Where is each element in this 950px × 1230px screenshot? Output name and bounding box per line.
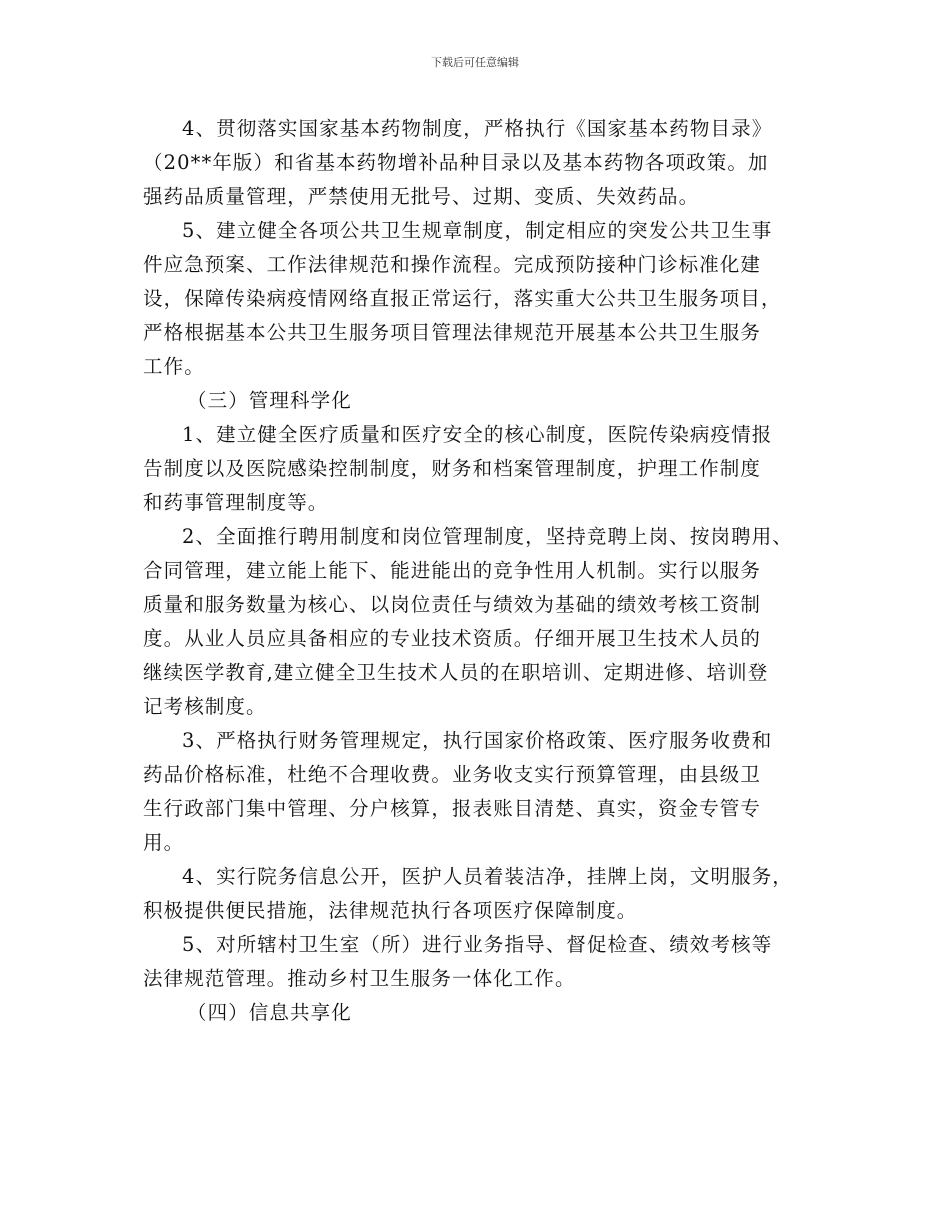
document-body (143, 112, 813, 1030)
text-line: 度。从业人员应具备相应的专业技术资质。仔细开展卫生技术人员的 (143, 627, 762, 650)
text-line: 强药品质量管理，严禁使用无批号、过期、变质、失效药品。 (143, 185, 700, 208)
text-line: 5、对所辖村卫生室（所）进行业务指导、督促检查、绩效考核等 (182, 933, 773, 956)
text-line: 用。 (143, 831, 185, 854)
text-line: 告制度以及医院感染控制制度，财务和档案管理制度，护理工作制度 (143, 457, 762, 480)
text-line: 积极提供便民措施，法律规范执行各项医疗保障制度。 (143, 899, 638, 922)
header-note: 下载后可任意编辑 (431, 56, 519, 69)
text-line: 4、实行院务信息公开，医护人员着装洁净，挂牌上岗，文明服务， (182, 865, 793, 888)
text-line: 工作。 (143, 355, 205, 378)
text-line: 药品价格标准，杜绝不合理收费。业务收支实行预算管理，由县级卫 (143, 763, 762, 786)
text-line: 和药事管理制度等。 (143, 491, 329, 514)
text-line: 4、贯彻落实国家基本药物制度，严格执行《国家基本药物目录》 (182, 117, 773, 140)
text-line: 1、建立健全医疗质量和医疗安全的核心制度，医院传染病疫情报 (182, 423, 773, 446)
section-heading: （三）管理科学化 (187, 389, 352, 412)
text-line: 继续医学教育,建立健全卫生技术人员的在职培训、定期进修、培训登 (143, 661, 769, 684)
text-line: 3、严格执行财务管理规定，执行国家价格政策、医疗服务收费和 (182, 729, 773, 752)
text-line: 法律规范管理。推动乡村卫生服务一体化工作。 (143, 967, 576, 990)
text-line: 5、建立健全各项公共卫生规章制度，制定相应的突发公共卫生事 (182, 219, 773, 242)
text-line: 记考核制度。 (143, 695, 267, 718)
text-line: 严格根据基本公共卫生服务项目管理法律规范开展基本公共卫生服务 (143, 321, 762, 344)
text-line: 质量和服务数量为核心、以岗位责任与绩效为基础的绩效考核工资制 (143, 593, 762, 616)
text-line: （20**年版）和省基本药物增补品种目录以及基本药物各项政策。加 (143, 151, 769, 174)
text-line: 2、全面推行聘用制度和岗位管理制度，坚持竞聘上岗、按岗聘用、 (182, 525, 793, 548)
text-line: 生行政部门集中管理、分户核算，报表账目清楚、真实，资金专管专 (143, 797, 762, 820)
text-line: 设，保障传染病疫情网络直报正常运行，落实重大公共卫生服务项目， (143, 287, 782, 310)
text-line: 合同管理，建立能上能下、能进能出的竞争性用人机制。实行以服务 (143, 559, 762, 582)
section-heading: （四）信息共享化 (187, 1001, 352, 1024)
text-line: 件应急预案、工作法律规范和操作流程。完成预防接种门诊标准化建 (143, 253, 762, 276)
